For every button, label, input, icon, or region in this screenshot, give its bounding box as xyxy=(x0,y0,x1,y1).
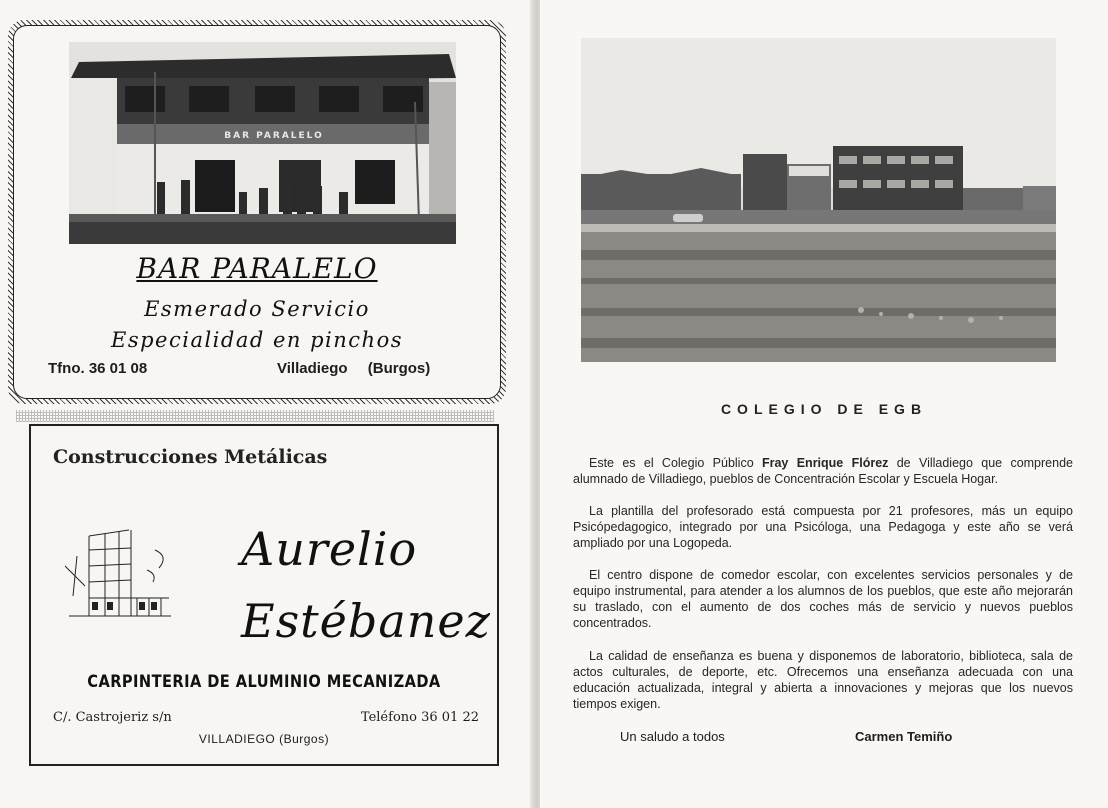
author-signature: Carmen Temiño xyxy=(855,729,953,744)
paragraph-teaching: La calidad de enseñanza es buena y disponemos de laboratorio, biblioteca, sala de actos culturales, de deporte, etc. Ofrecemos una enseñanza adecuada con una educación actualizada, integral y abierta a innovaciones y mejoras que los nuevos tiempos exigen. xyxy=(573,649,1073,711)
building-sketch-illustration xyxy=(59,526,175,624)
construcciones-metalicas-ad xyxy=(29,424,499,766)
school-name: Fray Enrique Flórez xyxy=(761,456,889,470)
school-building-photo xyxy=(581,38,1056,362)
right-page xyxy=(540,0,1108,808)
bar-paralelo-ad-frame xyxy=(13,25,501,399)
closing-greeting: Un saludo a todos xyxy=(620,729,725,744)
bar-paralelo-ad xyxy=(8,20,506,404)
bar-sign-text: BAR PARALELO xyxy=(224,131,324,141)
company-city: VILLADIEGO (Burgos) xyxy=(198,732,330,746)
bar-title: BAR PARALELO xyxy=(136,252,378,285)
bar-slogan-specialty: Especialidad en pinchos xyxy=(110,328,403,352)
ad-divider xyxy=(16,410,494,422)
bar-slogan-service: Esmerado Servicio xyxy=(144,297,370,321)
construcciones-header: Construcciones Metálicas xyxy=(53,446,328,468)
paragraph-facilities: El centro dispone de comedor escolar, con excelentes servicios personales y de equipo instrumental, para atender a los alumnos de los pueblos, que este año mejorarán su traslado, con el aumento de dos coches más de servicio y nuevos pueblos concentrados. xyxy=(573,568,1073,630)
company-name-first: Aurelio xyxy=(241,522,418,576)
company-phone: Teléfono 36 01 22 xyxy=(360,710,479,725)
paragraph-staff: La plantilla del profesorado está compuesta por 21 profesores, más un equipo Psicópedagogico, integrado por una Psicóloga, una Pedagoga y este año se verá ampliado por una Logopeda. xyxy=(573,504,1073,550)
bar-building-photo xyxy=(69,42,456,244)
paragraph-intro: Este es el Colegio Público Fray Enrique Flórez de Villadiego que comprende alumnado de Villadiego, pueblos de Concentración Escolar y Escuela Hogar. xyxy=(573,456,1073,486)
company-tagline: CARPINTERIA DE ALUMINIO MECANIZADA xyxy=(87,672,441,692)
company-name-last: Estébanez xyxy=(241,594,491,648)
company-address: C/. Castrojeriz s/n xyxy=(53,710,172,725)
bar-phone: Tfno. 36 01 08 xyxy=(48,360,148,377)
left-page xyxy=(0,0,534,808)
article-heading: COLEGIO DE EGB xyxy=(720,401,928,417)
bar-location: Villadiego (Burgos) xyxy=(277,360,431,377)
